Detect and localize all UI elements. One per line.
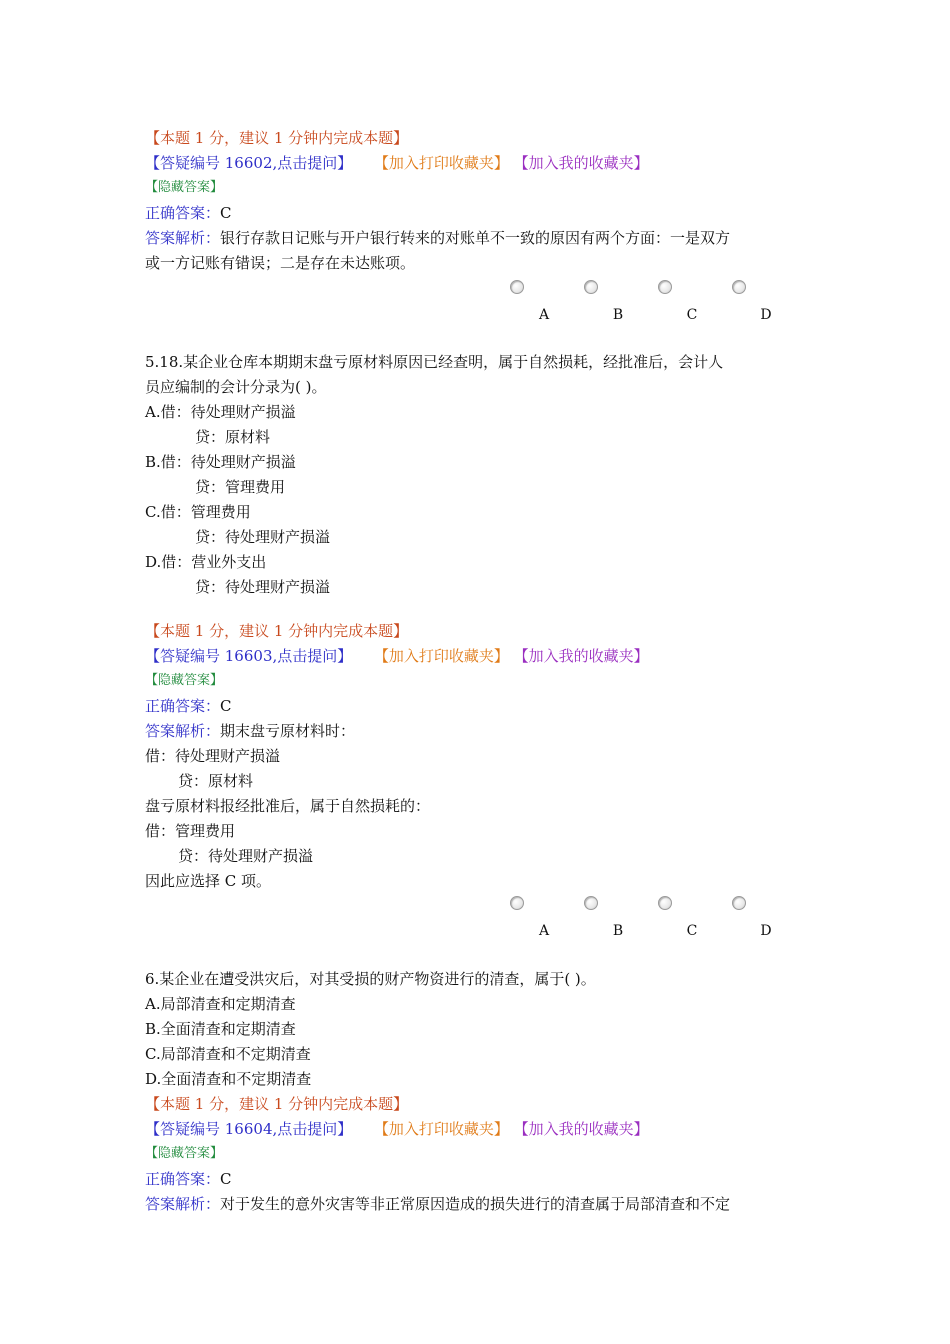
answer-label: 正确答案： bbox=[145, 1170, 221, 1188]
ask-question-link[interactable]: 【答疑编号 16604,点击提问】 bbox=[145, 1120, 353, 1138]
action-links bbox=[145, 152, 649, 174]
question-stem: 6.某企业在遭受洪灾后，对其受损的财产物资进行的清查，属于( )。 bbox=[145, 970, 596, 988]
analysis-text: 对于发生的意外灾害等非正常原因造成的损失进行的清查属于局部清查和不定 bbox=[220, 1195, 731, 1213]
add-my-favorites-link[interactable]: 【加入我的收藏夹】 bbox=[513, 1120, 649, 1138]
option-c: C.局部清查和不定期清查 bbox=[145, 1045, 311, 1063]
choice-label-a: A bbox=[538, 923, 550, 939]
score-note: 【本题 1 分，建议 1 分钟内完成本题】 bbox=[145, 1095, 409, 1113]
add-print-favorites-link[interactable]: 【加入打印收藏夹】 bbox=[373, 647, 509, 665]
answer-value: C bbox=[220, 204, 232, 222]
analysis-text: 银行存款日记账与开户银行转来的对账单不一致的原因有两个方面：一是双方 bbox=[220, 229, 731, 247]
answer-label: 正确答案： bbox=[145, 204, 221, 222]
hide-answer-link[interactable]: 【隐藏答案】 bbox=[145, 1146, 224, 1161]
analysis-line: 借：待处理财产损溢 bbox=[145, 747, 281, 765]
hide-answer-link[interactable]: 【隐藏答案】 bbox=[145, 180, 224, 195]
add-my-favorites-link[interactable]: 【加入我的收藏夹】 bbox=[513, 154, 649, 172]
score-note: 【本题 1 分，建议 1 分钟内完成本题】 bbox=[145, 622, 409, 640]
analysis-line bbox=[145, 720, 355, 742]
choice-label-b: B bbox=[612, 307, 624, 323]
option-a: A.借：待处理财产损溢 bbox=[145, 403, 296, 421]
analysis-label: 答案解析： bbox=[145, 229, 221, 247]
analysis-line: 贷：待处理财产损溢 bbox=[178, 847, 314, 865]
analysis-text: 期末盘亏原材料时： bbox=[220, 722, 356, 740]
action-links bbox=[145, 645, 649, 667]
choice-label-b: B bbox=[612, 923, 624, 939]
choice-label-c: C bbox=[686, 923, 698, 939]
ask-question-link[interactable]: 【答疑编号 16603,点击提问】 bbox=[145, 647, 353, 665]
option-a-credit: 贷：原材料 bbox=[195, 428, 271, 446]
option-c: C.借：管理费用 bbox=[145, 503, 251, 521]
choice-label-d: D bbox=[760, 923, 772, 939]
choice-radio-c[interactable] bbox=[658, 896, 672, 910]
analysis-label: 答案解析： bbox=[145, 1195, 221, 1213]
answer-value: C bbox=[220, 1170, 232, 1188]
add-my-favorites-link[interactable]: 【加入我的收藏夹】 bbox=[513, 647, 649, 665]
hide-answer-link[interactable]: 【隐藏答案】 bbox=[145, 673, 224, 688]
option-d: D.借：营业外支出 bbox=[145, 553, 267, 571]
analysis-line: 盘亏原材料报经批准后，属于自然损耗的： bbox=[145, 797, 431, 815]
option-d-credit: 贷：待处理财产损溢 bbox=[195, 578, 331, 596]
choice-radio-d[interactable] bbox=[732, 280, 746, 294]
analysis-line bbox=[145, 1193, 730, 1215]
option-b: B.借：待处理财产损溢 bbox=[145, 453, 296, 471]
choice-label-d: D bbox=[760, 307, 772, 323]
ask-question-link[interactable]: 【答疑编号 16602,点击提问】 bbox=[145, 154, 353, 172]
choice-radio-b[interactable] bbox=[584, 896, 598, 910]
correct-answer bbox=[145, 695, 232, 717]
add-print-favorites-link[interactable]: 【加入打印收藏夹】 bbox=[373, 154, 509, 172]
action-links bbox=[145, 1118, 649, 1140]
option-c-credit: 贷：待处理财产损溢 bbox=[195, 528, 331, 546]
option-b: B.全面清查和定期清查 bbox=[145, 1020, 296, 1038]
choice-radio-a[interactable] bbox=[510, 280, 524, 294]
analysis-line: 借：管理费用 bbox=[145, 822, 236, 840]
choice-radio-c[interactable] bbox=[658, 280, 672, 294]
choice-label-a: A bbox=[538, 307, 550, 323]
add-print-favorites-link[interactable]: 【加入打印收藏夹】 bbox=[373, 1120, 509, 1138]
option-b-credit: 贷：管理费用 bbox=[195, 478, 286, 496]
question-stem: 5.18.某企业仓库本期期末盘亏原材料原因已经查明，属于自然损耗，经批准后，会计人 bbox=[145, 353, 724, 371]
analysis-label: 答案解析： bbox=[145, 722, 221, 740]
score-note: 【本题 1 分，建议 1 分钟内完成本题】 bbox=[145, 129, 409, 147]
analysis-line: 或一方记账有错误；二是存在未达账项。 bbox=[145, 254, 416, 272]
choice-radio-b[interactable] bbox=[584, 280, 598, 294]
answer-value: C bbox=[220, 697, 232, 715]
analysis-line: 贷：原材料 bbox=[178, 772, 254, 790]
choice-radio-d[interactable] bbox=[732, 896, 746, 910]
option-a: A.局部清查和定期清查 bbox=[145, 995, 296, 1013]
choice-label-c: C bbox=[686, 307, 698, 323]
choice-radio-a[interactable] bbox=[510, 896, 524, 910]
correct-answer bbox=[145, 202, 232, 224]
correct-answer bbox=[145, 1168, 232, 1190]
analysis-line bbox=[145, 227, 730, 249]
option-d: D.全面清查和不定期清查 bbox=[145, 1070, 312, 1088]
analysis-line: 因此应选择 C 项。 bbox=[145, 872, 272, 890]
answer-label: 正确答案： bbox=[145, 697, 221, 715]
question-stem: 员应编制的会计分录为( )。 bbox=[145, 378, 327, 396]
